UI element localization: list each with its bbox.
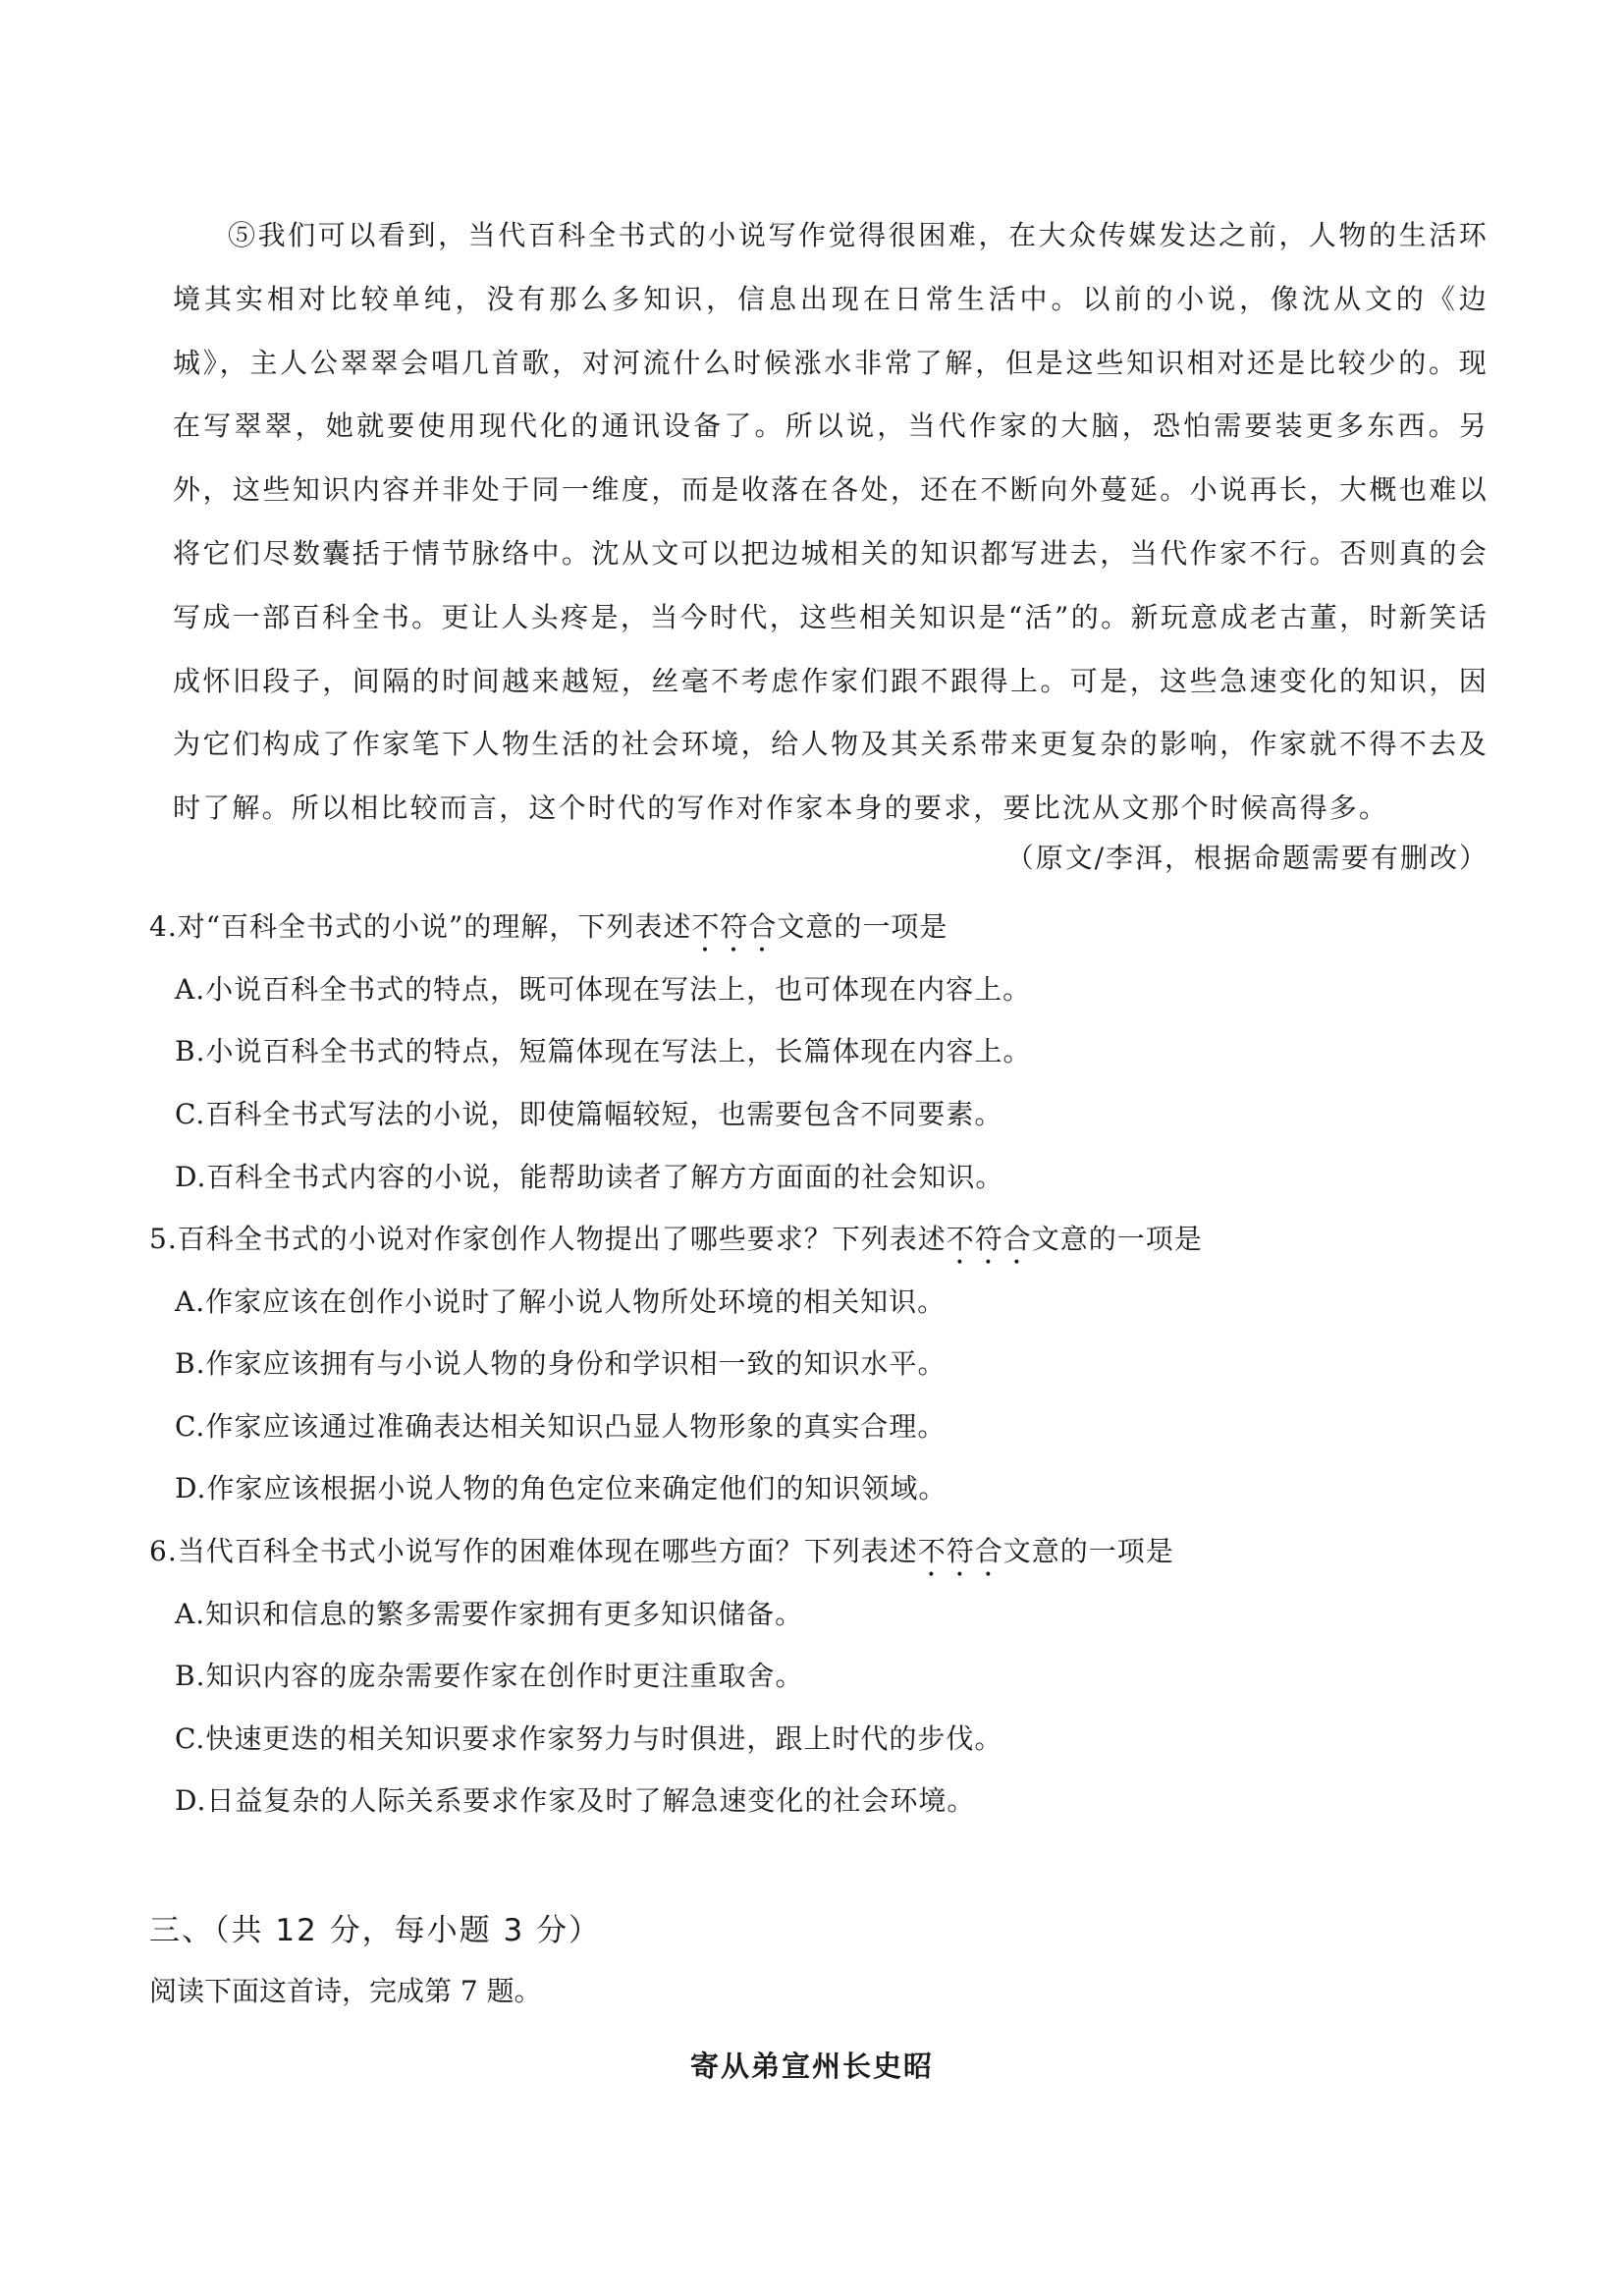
passage-paragraph-5: ⑤我们可以看到，当代百科全书式的小说写作觉得很困难，在大众传媒发达之前，人物的生活环境其实相对比较单纯，没有那么多知识，信息出现在日常生活中。以前的小说，像沈从文的《边城》，主人公翠翠会唱几首歌，对河流什么时候涨水非常了解，但是这些知识相对还是比较少的。现在写翠翠，她就要使用现代化的通讯设备了。所以说，当代作家的大脑，恐怕需要装更多东西。另外，这些知识内容并非处于同一维度，而是收落在各处，还在不断向外蔓延。小说再长，大概也难以将它们尽数囊括于情节脉络中。沈从文可以把边城相关的知识都写进去，当代作家不行。否则真的会写成一部百科全书。更让人头疼是，当今时代，这些相关知识是“活”的。新玩意成老古董，时新笑话成怀旧段子，间隔的时间越来越短，丝毫不考虑作家们跟不跟得上。可是，这些急速变化的知识，因为它们构成了作家笔下人物生活的社会环境，给人物及其关系带来更复杂的影响，作家就不得不去及时了解。所以相比较而言，这个时代的写作对作家本身的要求，要比沈从文那个时候高得多。 xyxy=(173,219,1489,825)
question-5-option-b: B.作家应该拥有与小说人物的身份和学识相一致的知识水平。 xyxy=(175,1347,947,1380)
section-instruction: 阅读下面这首诗，完成第 7 题。 xyxy=(149,1975,542,2007)
poem-title: 寄从弟宣州长史昭 xyxy=(689,2049,934,2083)
passage-source: （原文/李洱，根据命题需要有删改） xyxy=(1005,842,1489,874)
section-heading: 三、（共 12 分，每小题 3 分） xyxy=(149,1913,602,1948)
question-5-stem: 5.百科全书式的小说对作家创作人物提出了哪些要求？下列表述不符合文意的一项是 xyxy=(149,1223,1203,1255)
question-6-option-a: A.知识和信息的繁多需要作家拥有更多知识储备。 xyxy=(175,1598,804,1630)
question-5-option-c: C.作家应该通过准确表达相关知识凸显人物形象的真实合理。 xyxy=(175,1410,947,1443)
question-6-option-c: C.快速更迭的相关知识要求作家努力与时俱进，跟上时代的步伐。 xyxy=(175,1722,1003,1755)
question-6-option-d: D.日益复杂的人际关系要求作家及时了解急速变化的社会环境。 xyxy=(175,1784,976,1817)
question-6-option-b: B.知识内容的庞杂需要作家在创作时更注重取舍。 xyxy=(175,1660,804,1692)
question-6-stem: 6.当代百科全书式小说写作的困难体现在哪些方面？下列表述不符合文意的一项是 xyxy=(149,1535,1174,1567)
emphasis-text: 不符合 xyxy=(917,1535,1003,1567)
emphasis-text: 不符合 xyxy=(691,910,778,943)
emphasis-text: 不符合 xyxy=(946,1223,1032,1255)
question-5-option-a: A.作家应该在创作小说时了解小说人物所处环境的相关知识。 xyxy=(175,1285,947,1318)
question-4-option-c: C.百科全书式写法的小说，即使篇幅较短，也需要包含不同要素。 xyxy=(175,1098,1003,1130)
question-4-option-d: D.百科全书式内容的小说，能帮助读者了解方方面面的社会知识。 xyxy=(175,1161,1004,1193)
question-4-option-a: A.小说百科全书式的特点，既可体现在写法上，也可体现在内容上。 xyxy=(175,973,1032,1006)
question-5-option-d: D.作家应该根据小说人物的角色定位来确定他们的知识领域。 xyxy=(175,1472,947,1504)
question-4-option-b: B.小说百科全书式的特点，短篇体现在写法上，长篇体现在内容上。 xyxy=(175,1035,1032,1067)
question-4-stem: 4.对“百科全书式的小说”的理解，下列表述不符合文意的一项是 xyxy=(149,910,948,943)
